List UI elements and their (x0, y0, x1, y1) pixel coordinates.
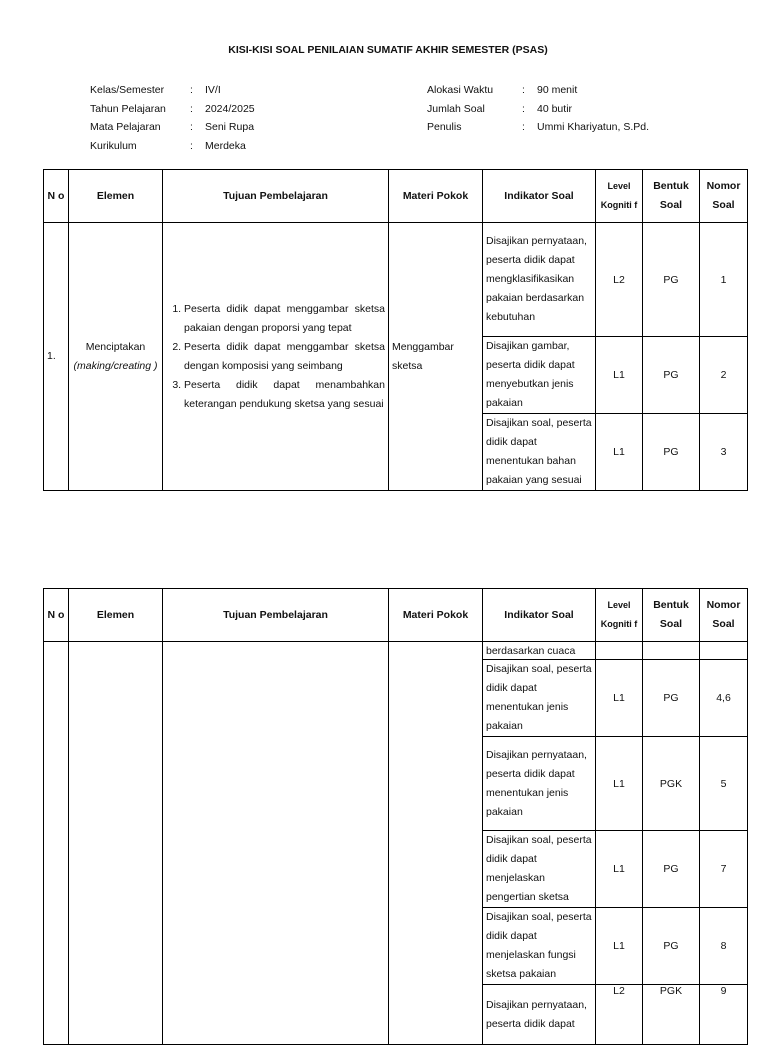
row-materi (389, 642, 483, 1045)
meta-right (427, 81, 649, 137)
header-tujuan: Tujuan Pembelajaran (163, 589, 389, 642)
level-cell: L1 (596, 831, 643, 908)
document-title: KISI-KISI SOAL PENILAIAN SUMATIF AKHIR SEMESTER (PSAS) (228, 44, 548, 56)
header-tujuan: Tujuan Pembelajaran (163, 170, 389, 223)
meta-row-kelas: Kelas/Semester : IV/I (90, 84, 221, 96)
level-cell: L1 (596, 337, 643, 414)
indikator-cell: Disajikan soal, peserta didik dapat menentukan jenis pakaian (483, 660, 596, 737)
meta-row-jumlah: Jumlah Soal : 40 butir (427, 102, 573, 115)
bentuk-cell: PG (643, 908, 700, 985)
bentuk-cell: PG (643, 337, 700, 414)
bentuk-cell: PG (643, 831, 700, 908)
indikator-cell: Disajikan pernyataan, peserta didik dapat menentukan jenis pakaian (483, 737, 596, 831)
meta-row-alokasi: Alokasi Waktu : 90 menit (427, 84, 578, 96)
row-number (44, 642, 69, 1045)
nomor-cell: 5 (700, 737, 748, 831)
nomor-cell: 7 (700, 831, 748, 908)
list-item: 3. Peserta didik dapat menambahkan keterangan pendukung sketsa yang sesuai (184, 376, 385, 414)
row-tujuan (163, 223, 389, 491)
header-bentuk: Bentuk Soal (643, 170, 700, 223)
indikator-cell: Disajikan gambar, peserta didik dapat menyebutkan jenis pakaian (483, 337, 596, 414)
kisi-table-page2 (43, 588, 748, 1045)
indikator-cell: Disajikan soal, peserta didik dapat menjelaskan pengertian sketsa (483, 831, 596, 908)
header-level: Level Kogniti f (596, 589, 643, 642)
row-materi: Menggambar sketsa (389, 223, 483, 491)
header-materi: Materi Pokok (389, 170, 483, 223)
header-nomor: Nomor Soal (700, 170, 748, 223)
nomor-cell: 1 (700, 223, 748, 337)
bentuk-cell: PGK (643, 737, 700, 831)
header-nomor: Nomor Soal (700, 589, 748, 642)
header-level: Level Kogniti f (596, 170, 643, 223)
table-row (44, 642, 748, 660)
indikator-cell: berdasarkan cuaca (483, 642, 596, 660)
level-cell: L1 (596, 908, 643, 985)
header-indikator: Indikator Soal (483, 170, 596, 223)
table-header-row (44, 170, 748, 223)
list-item: 1. Peserta didik dapat menggambar sketsa pakaian dengan proporsi yang tepat (184, 300, 385, 338)
row-number: 1. (44, 223, 69, 491)
bentuk-cell (643, 642, 700, 660)
level-cell: L2 (596, 223, 643, 337)
indikator-cell: Disajikan soal, peserta didik dapat menjelaskan fungsi sketsa pakaian (483, 908, 596, 985)
nomor-cell: 4,6 (700, 660, 748, 737)
row-elemen (69, 642, 163, 1045)
row-tujuan (163, 642, 389, 1045)
meta-left (90, 81, 255, 155)
header-bentuk: Bentuk Soal (643, 589, 700, 642)
list-item: 2. Peserta didik dapat menggambar sketsa dengan komposisi yang seimbang (184, 338, 385, 376)
meta-row-kurikulum: Kurikulum : Merdeka (90, 139, 246, 152)
bentuk-cell: PG (643, 660, 700, 737)
tujuan-list (166, 300, 385, 414)
kisi-table-page1 (43, 169, 748, 491)
nomor-cell: 2 (700, 337, 748, 414)
header-materi: Materi Pokok (389, 589, 483, 642)
level-cell (596, 642, 643, 660)
level-cell: L1 (596, 660, 643, 737)
table-header-row (44, 589, 748, 642)
header-indikator: Indikator Soal (483, 589, 596, 642)
indikator-cell: Disajikan pernyataan, peserta didik dapat (483, 985, 596, 1045)
level-cell: L1 (596, 414, 643, 491)
bentuk-cell: PG (643, 223, 700, 337)
nomor-cell: 3 (700, 414, 748, 491)
header-no: N o (44, 170, 69, 223)
meta-row-penulis: Penulis : Ummi Khariyatun, S.Pd. (427, 121, 650, 133)
meta-row-mapel: Mata Pelajaran : Seni Rupa (90, 121, 255, 133)
nomor-cell: 9 (700, 985, 748, 1045)
table-row (44, 223, 748, 337)
bentuk-cell: PGK (643, 985, 700, 1045)
level-cell: L1 (596, 737, 643, 831)
header-no: N o (44, 589, 69, 642)
nomor-cell: 8 (700, 908, 748, 985)
level-cell: L2 (596, 985, 643, 1045)
row-elemen: Menciptakan (making/creating ) (69, 223, 163, 491)
indikator-cell: Disajikan pernyataan, peserta didik dapat mengklasifikasikan pakaian berdasarkan kebutuhan (483, 223, 596, 337)
indikator-cell: Disajikan soal, peserta didik dapat menentukan bahan pakaian yang sesuai (483, 414, 596, 491)
nomor-cell (700, 642, 748, 660)
bentuk-cell: PG (643, 414, 700, 491)
header-elemen: Elemen (69, 170, 163, 223)
header-elemen: Elemen (69, 589, 163, 642)
meta-row-tahun: Tahun Pelajaran : 2024/2025 (90, 102, 255, 115)
